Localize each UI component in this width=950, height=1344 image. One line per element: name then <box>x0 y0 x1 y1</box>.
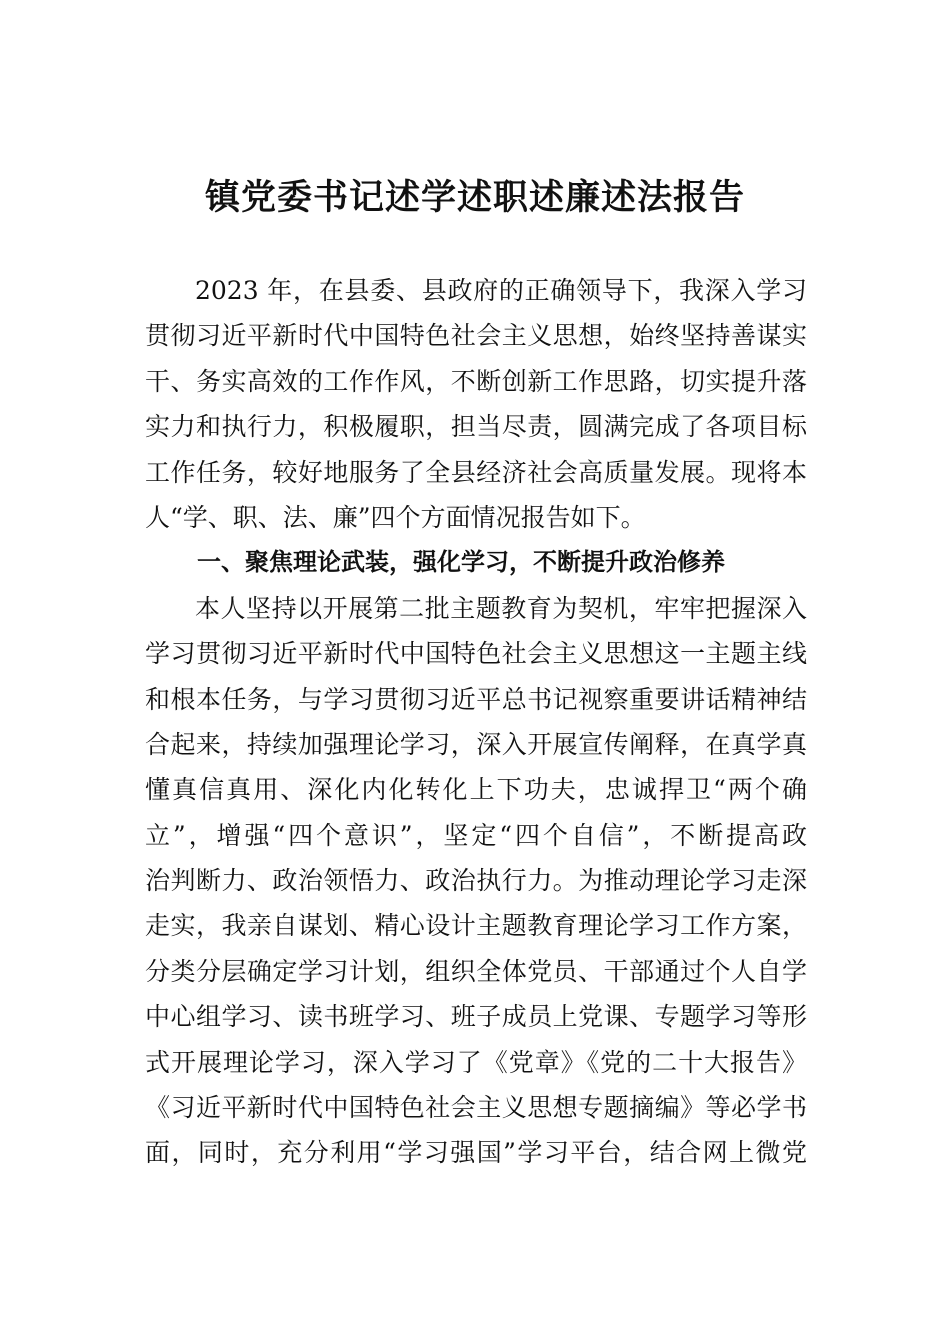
paragraph-2-line: 合起来，持续加强理论学习，深入开展宣传阐释，在真学真 <box>145 729 807 759</box>
paragraph-1-line: 贯彻习近平新时代中国特色社会主义思想，始终坚持善谋实 <box>145 321 807 351</box>
paragraph-2-line: 分类分层确定学习计划，组织全体党员、干部通过个人自学 <box>145 956 807 986</box>
paragraph-2-line: 学习贯彻习近平新时代中国特色社会主义思想这一主题主线 <box>145 639 807 669</box>
paragraph-2-line: 中心组学习、读书班学习、班子成员上党课、专题学习等形 <box>145 1002 807 1032</box>
paragraph-2-line: 懂真信真用、深化内化转化上下功夫，忠诚捍卫“两个确 <box>145 775 807 805</box>
document-title: 镇党委书记述学述职述廉述法报告 <box>204 177 745 218</box>
paragraph-2-line: 面，同时，充分利用“学习强国”学习平台，结合网上微党 <box>145 1138 807 1168</box>
paragraph-1-line: 工作任务，较好地服务了全县经济社会高质量发展。现将本 <box>145 457 807 487</box>
paragraph-1-line: 2023 年，在县委、县政府的正确领导下，我深入学习 <box>195 276 807 305</box>
paragraph-2-line: 式开展理论学习，深入学习了《党章》《党的二十大报告》 <box>145 1047 807 1077</box>
document-body <box>145 268 807 1176</box>
paragraph-2-line: 《习近平新时代中国特色社会主义思想专题摘编》等必学书 <box>145 1093 807 1123</box>
paragraph-1-line: 干、务实高效的工作作风，不断创新工作思路，切实提升落 <box>145 366 807 396</box>
paragraph-1-line: 人“学、职、法、廉”四个方面情况报告如下。 <box>145 502 646 532</box>
paragraph-2-line: 本人坚持以开展第二批主题教育为契机，牢牢把握深入 <box>195 593 807 623</box>
section-heading-1: 一、聚焦理论武装，强化学习，不断提升政治修养 <box>197 548 725 577</box>
paragraph-2-line: 和根本任务，与学习贯彻习近平总书记视察重要讲话精神结 <box>145 684 807 714</box>
paragraph-2-line: 走实，我亲自谋划、精心设计主题教育理论学习工作方案， <box>145 911 807 941</box>
paragraph-2-line: 治判断力、政治领悟力、政治执行力。为推动理论学习走深 <box>145 866 807 896</box>
paragraph-2-line: 立”，增强“四个意识”，坚定“四个自信”，不断提高政 <box>145 820 807 850</box>
paragraph-1-line: 实力和执行力，积极履职，担当尽责，圆满完成了各项目标 <box>145 412 807 442</box>
